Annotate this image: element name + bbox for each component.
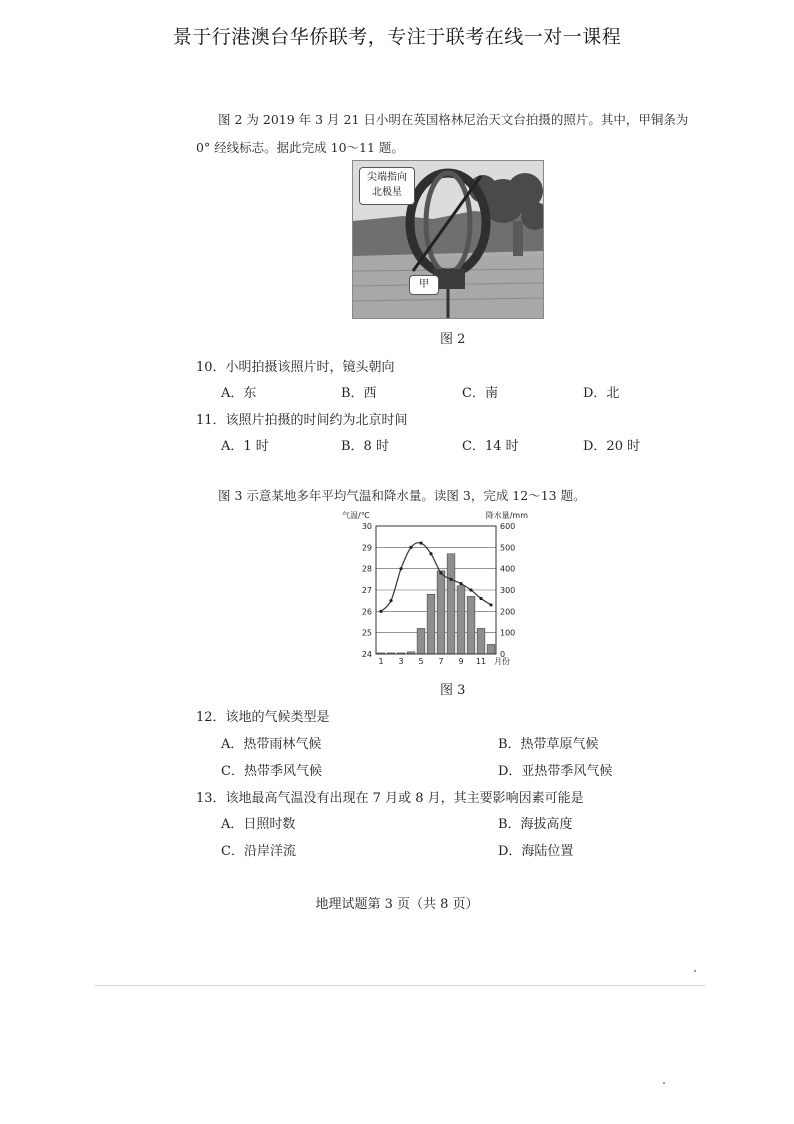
intro-line-2: 0° 经线标志。据此完成 10～11 题。 [196,140,404,155]
temperature-point [429,552,432,555]
figure-3-caption: 图 3 [440,683,466,698]
callout-jia: 甲 [409,275,439,295]
greenwich-photo [352,160,544,319]
temp-tick-label: 25 [361,628,372,638]
precipitation-bar [447,554,455,654]
precip-axis-label: 降水量/mm [485,511,528,520]
precipitation-bar [417,628,425,654]
callout-pole-star-line1: 尖端指向 [367,172,407,183]
precip-tick-label: 0 [500,650,506,659]
precip-tick-label: 400 [500,564,516,574]
temp-tick-label: 27 [361,586,372,595]
month-tick-label: 5 [418,657,424,666]
page-footer: 地理试题第 3 页（共 8 页） [315,897,479,912]
precipitation-bar [467,596,475,654]
temperature-point [469,588,472,591]
question-10: 10．小明拍摄该照片时，镜头朝向 [196,360,395,375]
q10-option-c: C．南 [462,386,498,401]
precip-tick-label: 200 [500,607,516,617]
callout-pole-star-line2: 北极星 [372,187,402,198]
precipitation-bar [477,628,485,654]
figure-2-caption: 图 2 [440,332,466,347]
q13-option-c: C．沿岸洋流 [221,844,296,859]
q13-option-d: D．海陆位置 [498,844,574,859]
month-tick-label: 11 [475,657,487,666]
temp-tick-label: 30 [361,522,372,531]
scan-divider [95,985,705,986]
temperature-point [449,578,452,581]
q12-option-c: C．热带季风气候 [221,764,322,779]
scan-speck [694,970,696,972]
scan-speck [663,1082,665,1084]
temperature-point [479,597,482,600]
temp-tick-label: 24 [361,650,372,659]
precip-tick-label: 100 [500,628,516,638]
temp-axis-label: 气温/℃ [342,511,370,520]
temp-tick-label: 29 [361,543,372,553]
month-tick-label: 1 [378,657,384,666]
q11-option-d: D．20 时 [583,439,641,454]
q13-option-b: B．海拔高度 [498,817,573,832]
q10-option-a: A．东 [221,386,257,401]
temperature-point [489,603,492,606]
month-tick-label: 9 [458,657,464,666]
precip-tick-label: 600 [500,522,516,531]
precipitation-bar [437,571,445,654]
intro-figure-3: 图 3 示意某地多年平均气温和降水量。读图 3，完成 12～13 题。 [218,488,586,503]
q11-option-b: B．8 时 [341,439,389,454]
month-tick-label: 7 [438,657,444,666]
question-11: 11．该照片拍摄的时间约为北京时间 [196,413,408,428]
precipitation-bar [457,586,465,654]
q12-option-d: D．亚热带季风气候 [498,764,613,779]
page-header: 景于行港澳台华侨联考，专注于联考在线一对一课程 [172,26,622,48]
temp-tick-label: 28 [361,564,372,574]
q10-option-b: B．西 [341,386,377,401]
question-13: 13．该地最高气温没有出现在 7 月或 8 月，其主要影响因素可能是 [196,791,584,806]
q13-option-a: A．日照时数 [221,817,296,832]
temperature-point [419,541,422,544]
question-12: 12．该地的气候类型是 [196,710,330,725]
month-tick-label: 3 [398,657,404,666]
temperature-point [379,610,382,613]
q11-option-a: A．1 时 [221,439,269,454]
q10-option-d: D．北 [583,386,620,401]
precip-tick-label: 500 [500,543,516,553]
temperature-point [409,546,412,549]
intro-line-1: 图 2 为 2019 年 3 月 21 日小明在英国格林尼治天文台拍摄的照片。其中，甲铜条为 [218,112,689,127]
temperature-point [399,567,402,570]
precipitation-bar [427,594,435,654]
temp-tick-label: 26 [361,607,372,617]
temperature-point [389,599,392,602]
q12-option-a: A．热带雨林气候 [221,737,322,752]
temperature-point [439,571,442,574]
climate-chart [340,508,530,674]
callout-pole-star [359,167,415,205]
precipitation-bar [487,644,495,654]
temperature-point [459,582,462,585]
precip-tick-label: 300 [500,586,516,595]
q11-option-c: C．14 时 [462,439,519,454]
q12-option-b: B．热带草原气候 [498,737,599,752]
month-axis-label: 月份 [494,657,510,666]
